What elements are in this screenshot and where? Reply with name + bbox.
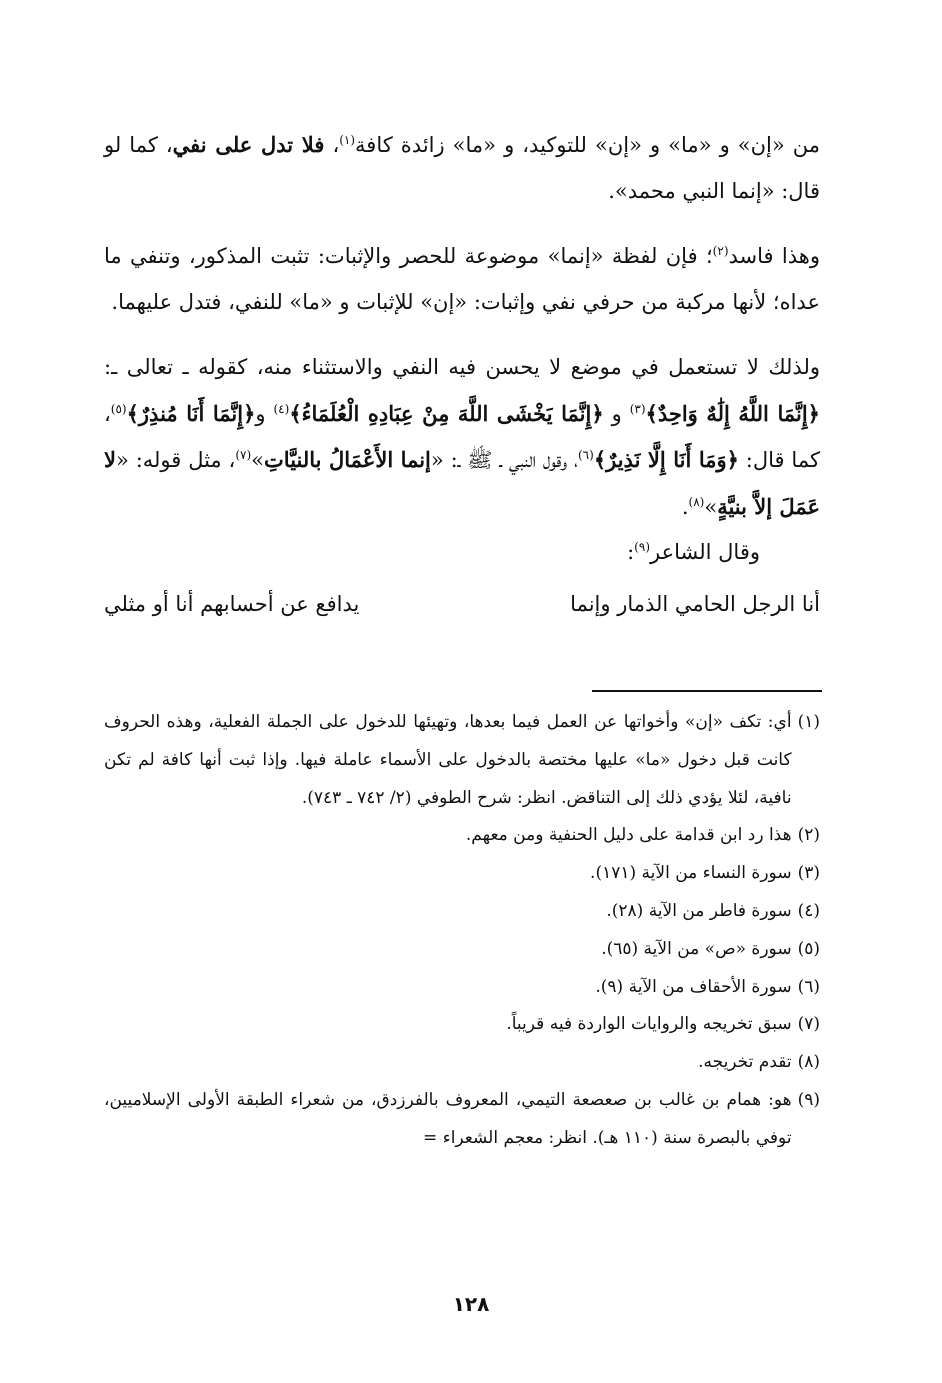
text-run: و — [603, 401, 630, 426]
footnote-5 — [104, 931, 820, 969]
quran-verse: ﴿وَمَا أَنَا إِلَّا نَذِيرٌ﴾ — [593, 447, 739, 472]
text-run: ، — [324, 133, 340, 157]
footnote-text: هو: همام بن غالب بن صعصعة التيمي، المعروف بالفرزدق، من شعراء الطبقة الأولى الإسلاميين، توفي بالبصرة سنة (١١٠ هـ). انظر: معجم الشعراء = — [104, 1089, 792, 1148]
footnote-4 — [104, 893, 820, 931]
text-run: : — [627, 540, 635, 564]
text-run: ، وقول النبي ـ ﷺ ـ: « — [430, 448, 578, 472]
quran-verse: ﴿إِنَّمَا اللَّهُ إِلَٰهٌ وَاحِدٌ﴾ — [645, 400, 820, 426]
footnote-text: سورة «ص» من الآية (٦٥). — [601, 938, 792, 959]
bold-text: فلا تدل على نفي — [172, 132, 325, 157]
footnote-text: سورة فاطر من الآية (٢٨). — [606, 900, 792, 921]
text-run: وهذا فاسد — [728, 244, 820, 268]
paragraph-2 — [104, 234, 820, 325]
paragraph-1 — [104, 122, 820, 214]
text-run: و — [255, 401, 274, 426]
footnote-ref[interactable]: (٣) — [629, 401, 646, 416]
quran-verse: ﴿إِنَّمَا أَنَا مُنذِرٌ﴾ — [126, 400, 256, 426]
text-run: ؛ فإن لفظة «إنما» موضوعة للحصر والإثبات: تثبت المذكور، وتنفي ما عداه؛ لأنها مركبة من حرفي نفي وإثبات: «إن» للإثبات و «ما» للنفي، فتدل عليهما. — [104, 244, 820, 314]
first-hemistich: أنا الرجل الحامي الذمار وإنما — [570, 591, 820, 616]
footnote-3 — [104, 855, 820, 893]
footnote-ref[interactable]: (٩) — [634, 540, 650, 554]
footnote-separator — [592, 690, 822, 692]
footnote-text: تقدم تخريجه. — [698, 1052, 792, 1073]
footnote-text: هذا رد ابن قدامة على دليل الحنفية ومن معهم. — [465, 825, 792, 846]
text-run: » — [251, 448, 265, 472]
footnotes — [104, 704, 820, 1158]
second-hemistich: يدافع عن أحسابهم أنا أو مثلي — [104, 591, 360, 616]
footnote-text: سبق تخريجه والروايات الواردة فيه قريباً. — [506, 1014, 792, 1035]
text-run: وقال الشاعر — [650, 540, 760, 564]
footnote-ref[interactable]: (٤) — [273, 401, 290, 416]
footnote-ref[interactable]: (٦) — [577, 448, 594, 462]
footnote-ref[interactable]: (٨) — [688, 494, 705, 509]
footnote-8 — [104, 1044, 820, 1082]
footnote-ref[interactable]: (٥) — [110, 401, 127, 416]
footnote-number: (٥) — [797, 938, 820, 959]
footnote-ref[interactable]: (١) — [339, 133, 356, 147]
text-run: . — [681, 494, 689, 519]
quran-verse: ﴿إِنَّمَا يَخْشَى اللَّهَ مِنْ عِبَادِهِ الْعُلَمَاءُ﴾ — [289, 400, 604, 426]
text-run: من «إن» و «ما» و «إن» للتوكيد، و «ما» زائدة كافة — [355, 133, 820, 157]
footnote-7 — [104, 1006, 820, 1044]
footnote-ref[interactable]: (٢) — [712, 244, 729, 258]
footnote-text: سورة النساء من الآية (١٧١). — [590, 863, 792, 884]
text-run: ، كما لو قال: «إنما النبي محمد». — [104, 133, 820, 203]
poetry-verse — [104, 582, 820, 626]
footnote-number: (١) — [797, 712, 820, 732]
footnote-number: (٦) — [797, 976, 820, 997]
hadith-text: لا عَمَلَ إلاَّ بنيَّةٍ — [104, 447, 820, 519]
footnote-number: (٣) — [797, 863, 820, 884]
footnote-1 — [104, 704, 820, 817]
paragraph-4 — [104, 530, 820, 576]
main-text — [104, 122, 820, 626]
text-run: » — [704, 494, 718, 519]
text-run: ولذلك لا تستعمل في موضع لا يحسن فيه النفي والاستثناء منه، كقوله ـ تعالى ـ: — [104, 355, 820, 379]
footnote-number: (٢) — [797, 825, 820, 846]
footnote-6 — [104, 969, 820, 1007]
paragraph-3 — [104, 345, 820, 530]
footnote-9 — [104, 1082, 820, 1158]
text-run: ، كما قال: — [104, 401, 820, 472]
text-run: ، مثل قوله: « — [115, 448, 236, 472]
footnote-number: (٨) — [797, 1052, 820, 1073]
footnote-number: (٩) — [797, 1089, 820, 1110]
footnote-ref[interactable]: (٧) — [235, 448, 252, 462]
footnote-text: أي: تكف «إن» وأخواتها عن العمل فيما بعدها، وتهيئها للدخول على الجملة الفعلية، وهذه الحروف كانت قبل دخول «ما» عليها مختصة بالدخول على الأسماء عاملة فيها. وإذا ثبت أنها كافة لم تكن نافية، لئلا يؤدي ذلك إلى التناقض. انظر: شرح الطوفي (٢/ ٧٤٢ ـ ٧٤٣). — [104, 712, 792, 808]
footnote-text: سورة الأحقاف من الآية (٩). — [595, 976, 792, 997]
hadith-text: إنما الأَعْمَالُ بالنيَّاتِ — [264, 447, 431, 472]
footnote-number: (٧) — [797, 1014, 820, 1035]
footnote-2 — [104, 817, 820, 855]
footnote-number: (٤) — [797, 900, 820, 921]
page-number: ١٢٨ — [452, 1292, 490, 1316]
